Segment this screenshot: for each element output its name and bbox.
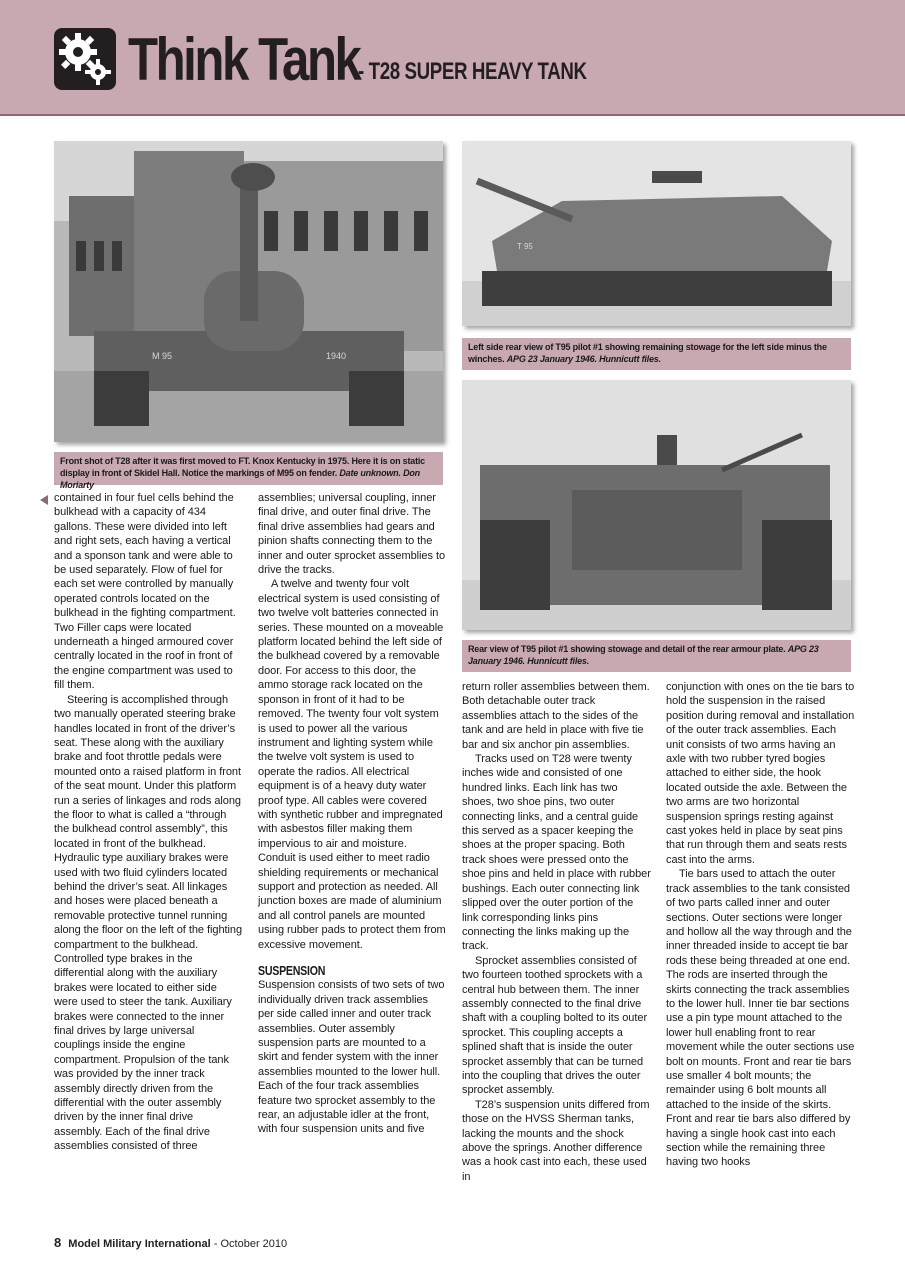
- text-column-2: [258, 491, 446, 1137]
- photo-front-view: [54, 141, 443, 442]
- text-column-4: [666, 680, 855, 1170]
- caption-credit: APG 23 January 1946. Hunnicutt files.: [468, 644, 819, 666]
- caption-rear-view: [462, 640, 851, 672]
- paragraph: contained in four fuel cells behind the bulkhead with a capacity of 434 gallons. These were divided into left and right sets, each having a vertical and a sponson tank and were able to be used separately. Flow of fuel for each set were controlled by manually operated controls located on the bulkhead in the fighting compartment. Two Filler caps were located underneath a hinged armoured cover centrally located in the roof in front of the engine compartment was used to fill them.: [54, 492, 236, 692]
- caption-text: Left side rear view of T95 pilot #1 showing remaining stowage for the left side minus the winches.: [468, 342, 827, 364]
- paragraph: Sprocket assemblies consisted of two fourteen toothed sprockets with a central hub between them. The inner assembly connected to the final drive shaft with a coupling bolted to its outer sprocket. This coupling accepts a splined shaft that is inside the outer sprocket assembly that can be turned into the coupling that drives the outer sprocket assembly.: [462, 954, 648, 1097]
- fender-marking-right: 1940: [326, 351, 347, 361]
- caption-credit: Date unknown. Don Moriarty: [60, 468, 420, 490]
- page-number: 8: [54, 1235, 62, 1250]
- caption-front-view: [54, 452, 443, 490]
- caption-text: Front shot of T28 after it was first moved to FT. Knox Kentucky in 1975. Here it is on static display in front of Skidel Hall. Notice the markings of M95 on fender.: [60, 456, 425, 478]
- page-title: Think Tank: [128, 26, 360, 93]
- paragraph: Tracks used on T28 were twenty inches wide and consisted of one hundred links. Each link has two shoes, two shoe pins, two outer connecting links, and a central guide this served as a spacer keeping the shoes at the proper spacing. Both track shoes were pressed onto the shoe pins and held in place with rubber bushings. Each outer connecting link slipped over the outer portion of the link corresponding links pins connecting the links making up the track.: [462, 753, 651, 953]
- photo-left-rear-view: [462, 141, 851, 326]
- fender-marking-left: M 95: [152, 351, 173, 361]
- gears-icon: [54, 28, 116, 90]
- caption-credit: APG 23 January 1946. Hunnicutt files.: [506, 354, 661, 364]
- text-column-1: [54, 491, 243, 1154]
- magazine-name: Model Military International: [68, 1238, 211, 1250]
- paragraph: Suspension consists of two sets of two individually driven track assemblies per side called inner and outer track assemblies. Outer assembly suspension parts are mounted to a skirt and fender system with the inner assemblies mounted to the lower hull. Each of the four track assemblies feature two sprocket assembly to the rear, an adjustable idler at the front, with four suspension units and five: [258, 979, 445, 1136]
- paragraph: Steering is accomplished through two manually operated steering brake handles located in front of the driver’s seat. These along with the auxiliary brake and foot throttle pedals were mounted onto a raised platform in front of the seat mount. Under this platform run a series of linkages and rods along the floor to what is called a “through the bulkhead control assembly”, this located in front of the bulkhead. Hydraulic type auxiliary brakes were used with two fluid cylinders located behind the driver’s seat. All linkages and hoses were placed beneath a removable protective tunnel running along the floor on the left of the fighting compartment to the bulkhead. Controlled type brakes in the differential along with the auxiliary brakes were located to either side were used to steer the tank. Auxiliary brakes were connected to the inner final drives by large universal couplings inside the engine compartment. Propulsion of the tank was provided by the inner track assembly directly driven from the differential with the outer assembly driven by the inner final drive assembly. Each of the final drive assemblies consisted of three: [54, 693, 243, 1153]
- issue-date: - October 2010: [213, 1238, 288, 1250]
- page-footer: [54, 1235, 287, 1250]
- caption-left-rear-view: [462, 338, 851, 370]
- paragraph: assemblies; universal coupling, inner final drive, and outer final drive. The final drive assemblies had gears and pinion shafts connecting them to the inner and outer sprocket assemblies to drive the tracks.: [258, 492, 446, 577]
- photo-rear-view: [462, 380, 851, 630]
- page-subtitle: - T28 SUPER HEAVY TANK: [358, 58, 587, 85]
- text-column-3: [462, 680, 651, 1184]
- paragraph: return roller assemblies between them. Both detachable outer track assemblies attach to the sides of the tank and are held in place with five tie bar and six anchor pin assemblies.: [462, 681, 650, 751]
- paragraph: Tie bars used to attach the outer track assemblies to the tank consisted of two parts called inner and outer sections. Outer sections were longer and hollow all the way through and the inner threaded inside to accept tie bar rods these being threaded at one end. The rods are inserted through the skirts connecting the track assemblies to the lower hull. Inner tie bar sections use a pin type mount attached to the lower hull enabling front to rear movement while the outer sections use bolt on mounts. Front and rear tie bars use smaller 4 bolt mounts; the remainder using 6 bolt mounts all attached to the inside of the skirts. Front and rear tie bars also differed by having a single hook cast into each section while the remaining three having two hooks: [666, 868, 855, 1169]
- hull-marking: T 95: [517, 242, 533, 251]
- caption-text: Rear view of T95 pilot #1 showing stowage and detail of the rear armour plate.: [468, 644, 786, 654]
- paragraph: conjunction with ones on the tie bars to hold the suspension in the raised position during removal and installation of the outer track assemblies. Each unit consists of two arms having an axle with two rubber tyred bogies attached to either side, the hook located outside the axle. Between the two arms are two horizontal suspension springs resting against cast yokes held in place by seat pins that run through them and seats rests cast into the arms.: [666, 681, 855, 866]
- paragraph: T28’s suspension units differed from those on the HVSS Sherman tanks, lacking the mounts and the shock above the springs. Another difference was a hook cast into each, these used in: [462, 1098, 650, 1183]
- continued-arrow-icon: [40, 495, 48, 505]
- page-header: [0, 0, 905, 116]
- paragraph: A twelve and twenty four volt electrical system is used consisting of two twelve volt batteries connected in series. These mounted on a moveable platform located behind the left side of the bulkhead covered by a removable door. For access to this door, the ammo storage rack located on the sponson in front of it had to be removed. The twenty four volt system is used to power all the various instrument and lighting system while the twelve volt system is used to operate the radios. All electrical equipment is of a heavy duty water proof type. All cables were covered with synthetic rubber and impregnated with asbestos filler making them impervious to air and moisture. Conduit is used either to meet radio shielding requirements or mechanical support and protection as needed. All junction boxes are made of aluminium and all control panels are mounted using rubber pads to protect them from excessive movement.: [258, 578, 446, 951]
- section-heading: SUSPENSION: [258, 964, 326, 978]
